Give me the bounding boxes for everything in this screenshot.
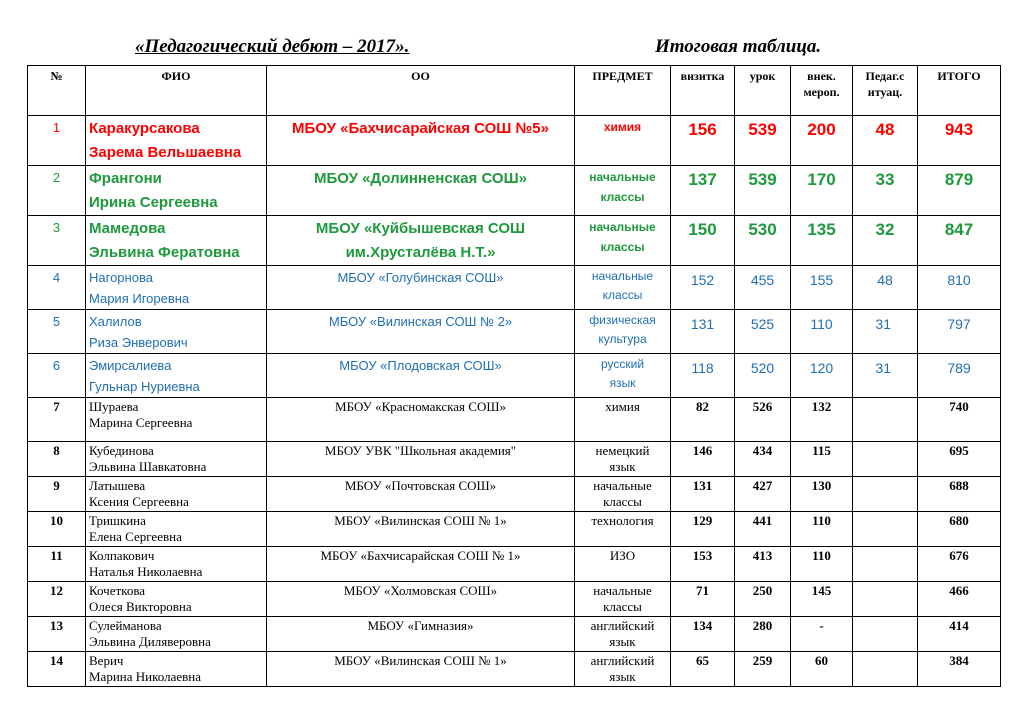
row-number: 14 [28,652,86,687]
table-row [28,310,1001,354]
table-row [28,617,1001,652]
row-itogo: 879 [918,166,1001,216]
row-given-names: Риза Энверович [89,335,188,350]
row-subject-line2: язык [609,376,636,390]
row-vizitka: 153 [671,547,735,582]
row-number: 11 [28,547,86,582]
row-vnek: 60 [791,652,853,687]
row-subject-line1: ИЗО [609,548,636,563]
row-itogo: 688 [918,477,1001,512]
table-row [28,354,1001,398]
row-org-line1: МБОУ УВК "Школьная академия" [324,443,517,458]
row-subject [575,512,671,547]
row-pedag: 31 [853,310,918,354]
header-vnek-line1: внек. [807,69,836,83]
row-given-names: Гульнар Нуриевна [89,379,200,394]
row-itogo: 695 [918,442,1001,477]
header-pedag-line2: итуац. [867,85,903,99]
row-vnek: 120 [791,354,853,398]
row-number: 3 [28,216,86,266]
header-urok: урок [735,66,791,116]
header-pedag [853,66,918,116]
row-name [86,354,267,398]
row-org-line1: МБОУ «Бахчисарайская СОШ №5» [292,120,549,137]
row-number: 6 [28,354,86,398]
row-subject-line2: культура [598,332,647,346]
row-urok: 434 [735,442,791,477]
row-surname: Колпакович [89,548,155,563]
row-org [267,477,575,512]
row-org [267,310,575,354]
row-itogo: 676 [918,547,1001,582]
row-itogo: 789 [918,354,1001,398]
row-name [86,582,267,617]
row-subject [575,442,671,477]
row-name [86,477,267,512]
row-surname: Латышева [89,478,146,493]
row-given-names: Зарема Вельшаевна [89,144,242,161]
row-subject-line2: классы [600,190,645,204]
row-pedag: 48 [853,116,918,166]
row-itogo: 810 [918,266,1001,310]
row-urok: 525 [735,310,791,354]
row-name [86,166,267,216]
row-number: 4 [28,266,86,310]
row-vizitka: 65 [671,652,735,687]
row-name [86,398,267,442]
header-itogo: ИТОГО [918,66,1001,116]
row-subject [575,398,671,442]
row-vizitka: 134 [671,617,735,652]
table-row [28,547,1001,582]
row-itogo: 466 [918,582,1001,617]
row-number: 9 [28,477,86,512]
header-oo: ОО [267,66,575,116]
row-org-line1: МБОУ «Вилинская СОШ № 1» [334,513,507,528]
row-org-line1: МБОУ «Красномакская СОШ» [335,399,506,414]
row-vizitka: 156 [671,116,735,166]
row-vnek: 110 [791,547,853,582]
row-number: 5 [28,310,86,354]
row-name [86,547,267,582]
row-pedag [853,582,918,617]
row-subject-line1: начальные [589,220,656,234]
row-subject-line2: классы [603,599,642,614]
row-vnek: 135 [791,216,853,266]
row-surname: Сулейманова [89,618,162,633]
row-number: 12 [28,582,86,617]
row-itogo: 847 [918,216,1001,266]
row-name [86,617,267,652]
row-given-names: Олеся Викторовна [89,599,192,614]
row-itogo: 797 [918,310,1001,354]
row-org [267,354,575,398]
header-row [28,66,1001,116]
row-urok: 441 [735,512,791,547]
table-body [28,116,1001,687]
row-surname: Кочеткова [89,583,146,598]
row-org-line1: МБОУ «Куйбышевская СОШ [315,220,526,237]
row-urok: 526 [735,398,791,442]
row-name [86,442,267,477]
header-subject: ПРЕДМЕТ [575,66,671,116]
row-vnek: 130 [791,477,853,512]
row-surname: Кубединова [89,443,154,458]
row-name [86,116,267,166]
row-pedag [853,477,918,512]
row-pedag [853,442,918,477]
row-subject [575,266,671,310]
row-org-line1: МБОУ «Вилинская СОШ № 1» [334,653,507,668]
row-given-names: Марина Николаевна [89,669,201,684]
row-pedag [853,652,918,687]
row-org [267,652,575,687]
row-urok: 539 [735,116,791,166]
row-vnek: - [791,617,853,652]
row-given-names: Марина Сергеевна [89,415,193,430]
row-subject [575,477,671,512]
row-urok: 413 [735,547,791,582]
row-vnek: 115 [791,442,853,477]
row-given-names: Эльвина Фератовна [89,244,240,261]
table-title: Итоговая таблица. [655,36,822,57]
row-subject-line2: язык [609,669,636,684]
header-no: № [28,66,86,116]
row-org-line1: МБОУ «Гимназия» [367,618,474,633]
row-given-names: Эльвина Шавкатовна [89,459,207,474]
row-subject-line1: химия [605,399,640,414]
row-vnek: 132 [791,398,853,442]
row-given-names: Эльвина Диляверовна [89,634,211,649]
row-vizitka: 71 [671,582,735,617]
row-name [86,216,267,266]
row-org-line1: МБОУ «Почтовская СОШ» [344,478,497,493]
row-pedag: 48 [853,266,918,310]
header-vizitka: визитка [671,66,735,116]
row-number: 2 [28,166,86,216]
row-subject [575,582,671,617]
row-subject-line2: язык [609,634,636,649]
row-vizitka: 118 [671,354,735,398]
row-urok: 530 [735,216,791,266]
row-pedag [853,512,918,547]
row-vnek: 110 [791,310,853,354]
row-org-line1: МБОУ «Бахчисарайская СОШ № 1» [320,548,521,563]
header-pedag-line1: Педаг.с [865,69,905,83]
row-number: 10 [28,512,86,547]
row-given-names: Елена Сергеевна [89,529,182,544]
row-given-names: Наталья Николаевна [89,564,203,579]
row-subject-line1: начальные [589,170,656,184]
row-pedag: 31 [853,354,918,398]
table-row [28,582,1001,617]
row-org-line1: МБОУ «Вилинская СОШ № 2» [328,314,513,329]
table-row [28,166,1001,216]
row-vnek: 155 [791,266,853,310]
row-number: 1 [28,116,86,166]
row-subject [575,354,671,398]
row-subject [575,216,671,266]
row-surname: Верич [89,653,124,668]
table-row [28,398,1001,442]
row-subject-line1: немецкий [595,443,650,458]
results-table [27,65,1001,687]
row-vizitka: 82 [671,398,735,442]
row-subject-line1: русский [600,357,645,371]
contest-title: «Педагогический дебют – 2017». [135,36,410,57]
row-subject [575,652,671,687]
row-name [86,652,267,687]
row-org [267,266,575,310]
row-org [267,547,575,582]
row-subject [575,547,671,582]
row-org [267,442,575,477]
row-org [267,398,575,442]
row-name [86,266,267,310]
row-pedag [853,547,918,582]
row-urok: 520 [735,354,791,398]
row-subject [575,310,671,354]
row-given-names: Ксения Сергеевна [89,494,189,509]
table-row [28,477,1001,512]
row-subject-line1: английский [590,653,655,668]
row-surname: Халилов [89,314,142,329]
row-subject-line1: физическая [589,313,656,327]
row-urok: 539 [735,166,791,216]
row-org [267,116,575,166]
row-vizitka: 137 [671,166,735,216]
row-given-names: Ирина Сергеевна [89,194,218,211]
row-vizitka: 129 [671,512,735,547]
row-surname: Франгони [89,170,162,187]
row-org [267,166,575,216]
row-org-line1: МБОУ «Долинненская СОШ» [314,170,527,187]
row-subject-line1: начальные [593,478,652,493]
table-row [28,266,1001,310]
table-row [28,116,1001,166]
row-subject [575,617,671,652]
row-org [267,582,575,617]
row-urok: 250 [735,582,791,617]
row-surname: Каракурсакова [89,120,200,137]
row-vnek: 200 [791,116,853,166]
row-subject-line1: английский [590,618,655,633]
row-org-line2: им.Хрусталёва Н.Т.» [345,244,496,261]
row-subject-line1: химия [603,120,642,134]
row-subject [575,116,671,166]
row-org [267,512,575,547]
row-org-line1: МБОУ «Голубинская СОШ» [337,270,504,285]
table-row [28,442,1001,477]
row-itogo: 414 [918,617,1001,652]
row-subject-line2: классы [603,494,642,509]
row-vizitka: 152 [671,266,735,310]
row-subject-line1: начальные [591,269,654,283]
row-itogo: 943 [918,116,1001,166]
row-vizitka: 146 [671,442,735,477]
table-row [28,512,1001,547]
row-org-line1: МБОУ «Холмовская СОШ» [343,583,498,598]
header-fio: ФИО [86,66,267,116]
row-subject-line2: классы [602,288,643,302]
row-surname: Эмирсалиева [89,358,172,373]
row-itogo: 384 [918,652,1001,687]
row-subject-line1: технология [591,513,654,528]
row-itogo: 680 [918,512,1001,547]
row-vnek: 110 [791,512,853,547]
row-number: 13 [28,617,86,652]
row-vizitka: 150 [671,216,735,266]
row-pedag: 32 [853,216,918,266]
row-vizitka: 131 [671,310,735,354]
row-number: 8 [28,442,86,477]
row-org [267,216,575,266]
row-pedag [853,398,918,442]
row-name [86,512,267,547]
row-name [86,310,267,354]
row-vnek: 145 [791,582,853,617]
row-given-names: Мария Игоревна [89,291,190,306]
row-org [267,617,575,652]
row-org-line1: МБОУ «Плодовская СОШ» [339,358,502,373]
row-urok: 427 [735,477,791,512]
row-subject [575,166,671,216]
row-vnek: 170 [791,166,853,216]
row-subject-line1: начальные [593,583,652,598]
row-pedag: 33 [853,166,918,216]
row-surname: Мамедова [89,220,166,237]
row-urok: 455 [735,266,791,310]
row-urok: 259 [735,652,791,687]
row-surname: Тришкина [89,513,146,528]
row-itogo: 740 [918,398,1001,442]
header-vnek [791,66,853,116]
row-pedag [853,617,918,652]
table-row [28,216,1001,266]
row-subject-line2: классы [600,240,645,254]
row-number: 7 [28,398,86,442]
row-subject-line2: язык [609,459,636,474]
row-surname: Нагорнова [89,270,153,285]
row-urok: 280 [735,617,791,652]
table-row [28,652,1001,687]
row-vizitka: 131 [671,477,735,512]
header-vnek-line2: мероп. [803,85,840,99]
row-surname: Шураева [89,399,139,414]
